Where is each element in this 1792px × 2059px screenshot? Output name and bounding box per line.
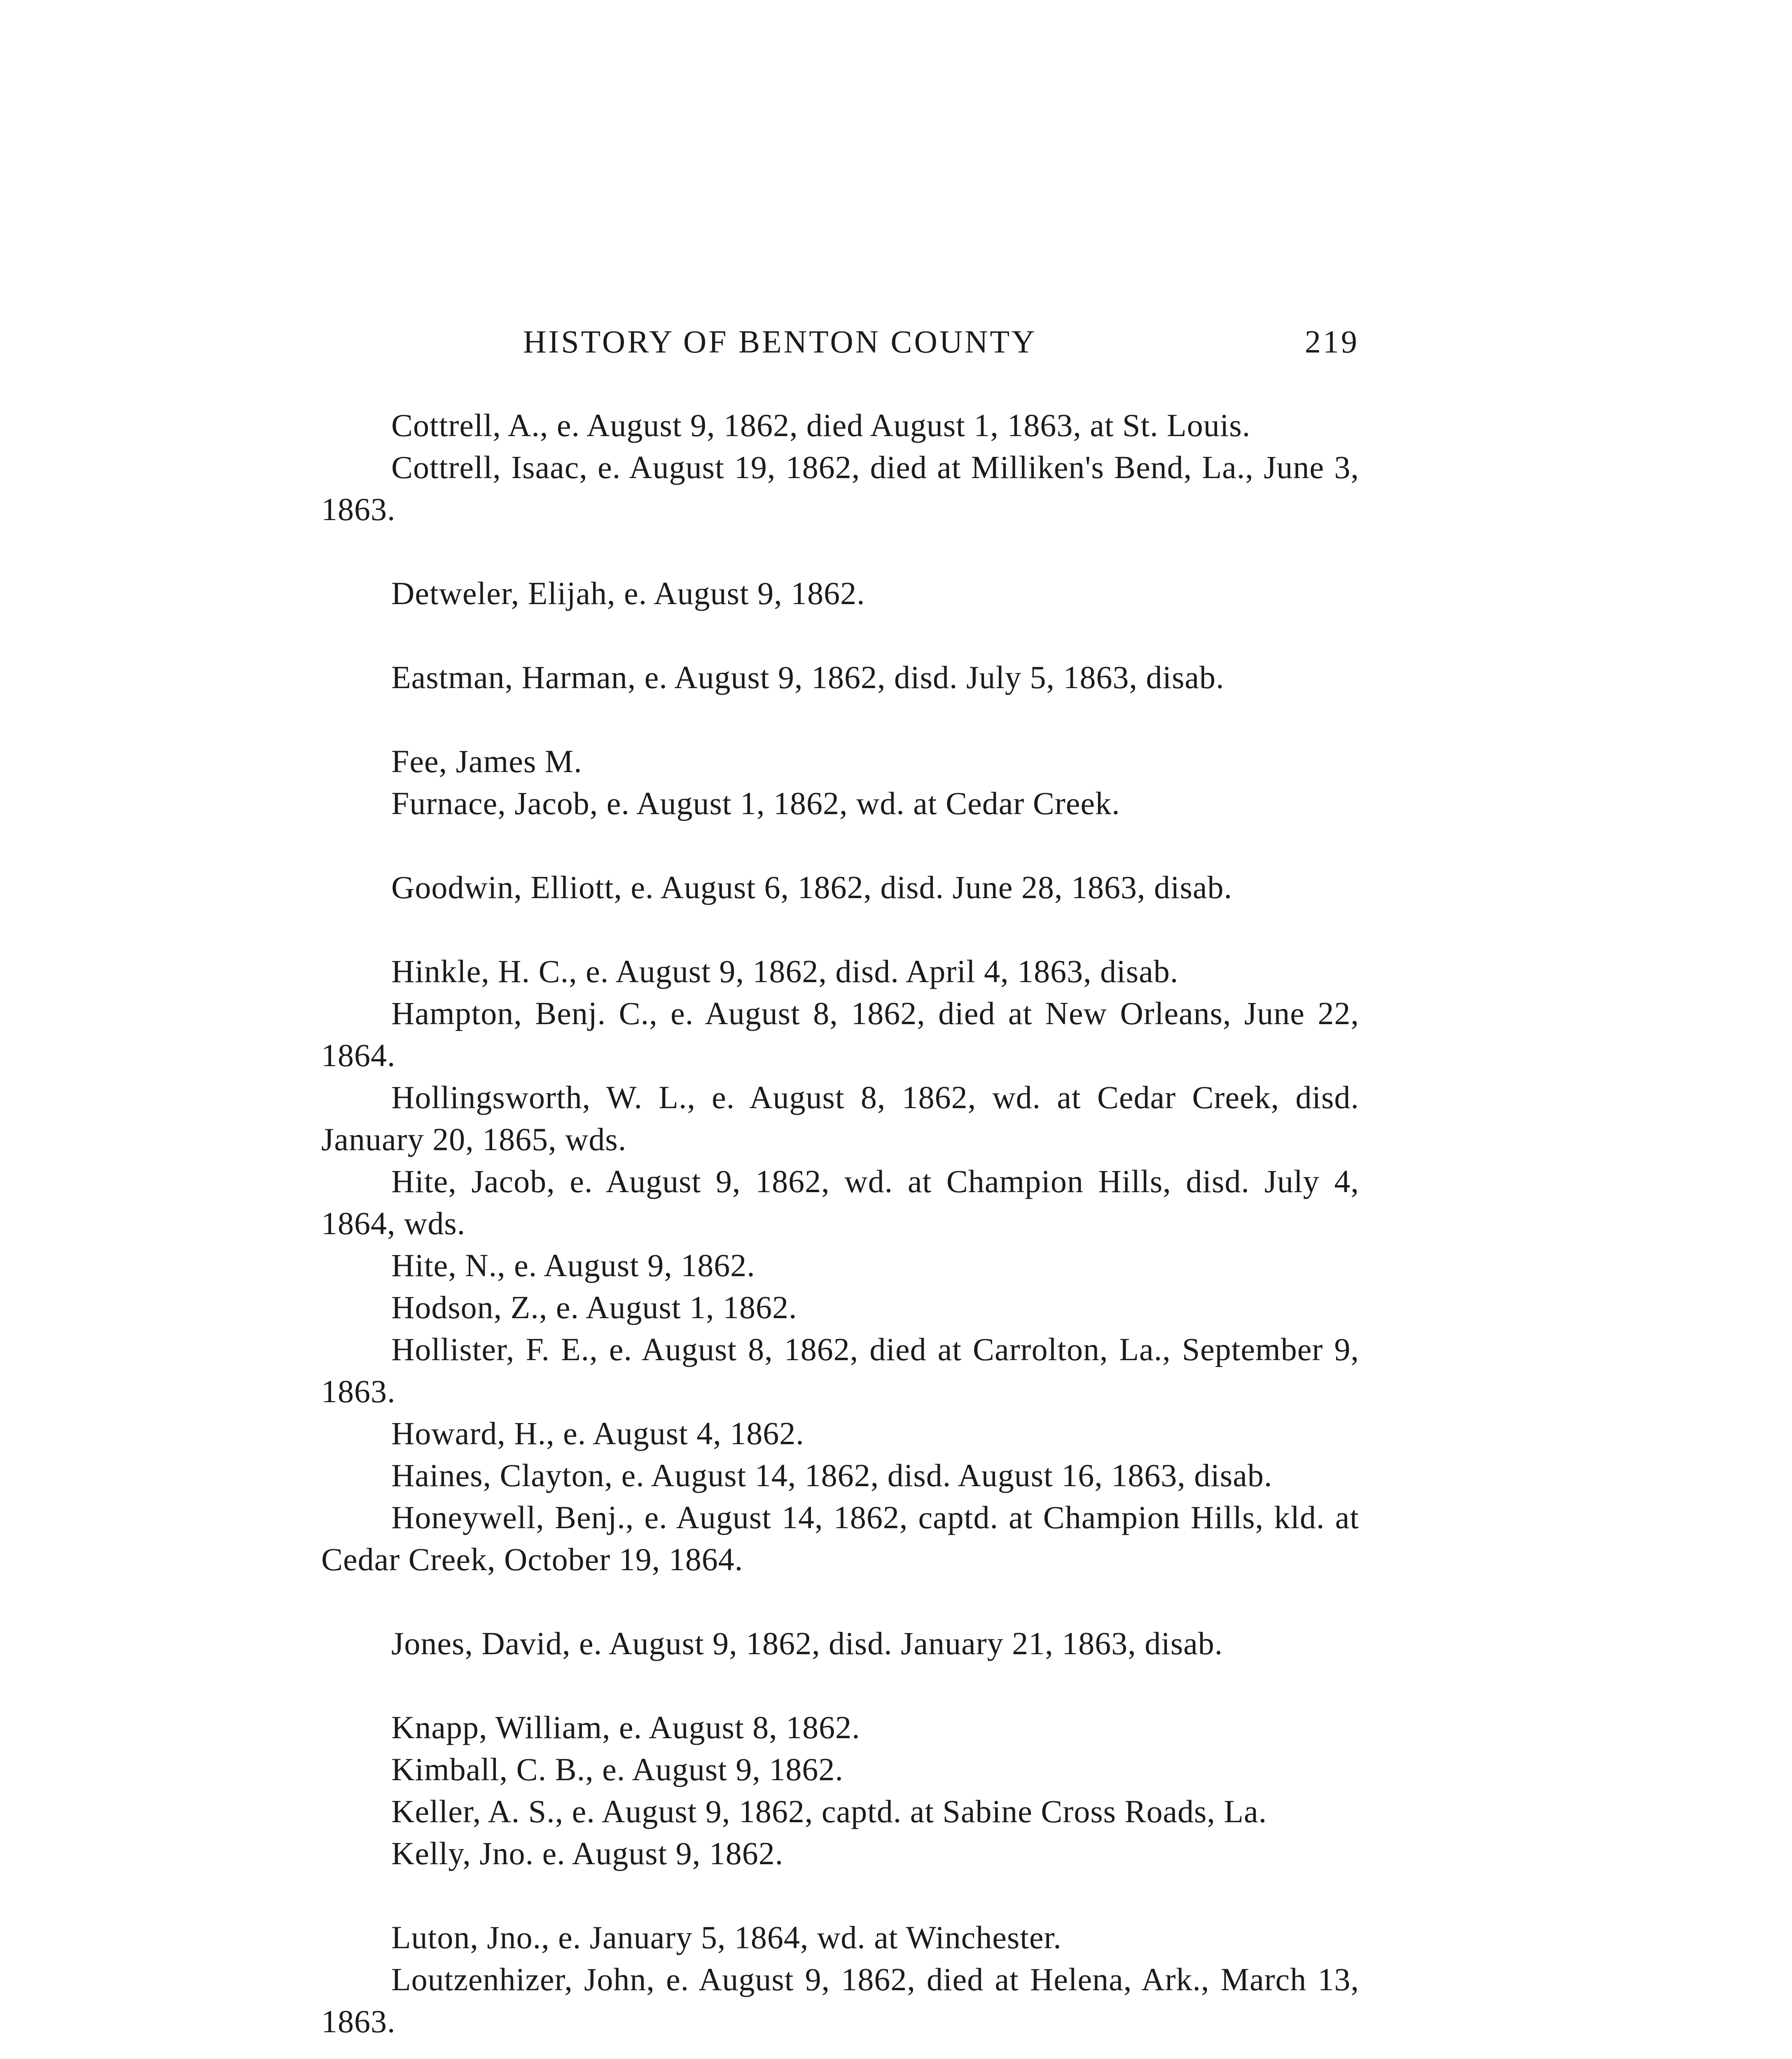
roster-entry: Hinkle, H. C., e. August 9, 1862, disd. April 4, 1863, disab. [391,953,1179,989]
letter-group-f [321,740,1359,824]
roster-entry: Goodwin, Elliott, e. August 6, 1862, disd. June 28, 1863, disab. [391,869,1233,905]
roster-entry: Hollingsworth, W. L., e. August 8, 1862, wd. at Cedar Creek, disd. January 20, 1865, wds. [321,1079,1359,1157]
letter-group-k [321,1706,1359,1875]
roster-entry: Loutzenhizer, John, e. August 9, 1862, died at Helena, Ark., March 13, 1863. [321,1961,1359,2039]
roster-entry: Hite, N., e. August 9, 1862. [391,1247,755,1283]
roster-entry: Hite, Jacob, e. August 9, 1862, wd. at Champion Hills, disd. July 4, 1864, wds. [321,1163,1359,1241]
letter-group-l [321,1917,1359,2043]
book-page [321,321,1359,2043]
roster-entry: Haines, Clayton, e. August 14, 1862, disd. August 16, 1863, disab. [391,1457,1273,1493]
roster-entry: Luton, Jno., e. January 5, 1864, wd. at Winchester. [391,1919,1062,1955]
page-number: 219 [1305,324,1359,360]
roster-entry: Honeywell, Benj., e. August 14, 1862, captd. at Champion Hills, kld. at Cedar Creek, October 19, 1864. [321,1499,1359,1577]
roster-entry: Jones, David, e. August 9, 1862, disd. January 21, 1863, disab. [391,1625,1223,1661]
roster-entry: Keller, A. S., e. August 9, 1862, captd. at Sabine Cross Roads, La. [391,1793,1267,1829]
running-title: HISTORY OF BENTON COUNTY [523,324,1037,360]
running-head [321,321,1359,362]
letter-group-j [321,1622,1359,1664]
roster-entry: Knapp, William, e. August 8, 1862. [391,1709,860,1745]
letter-group-c [321,404,1359,530]
roster-entry: Fee, James M. [391,743,582,779]
roster-entry: Hodson, Z., e. August 1, 1862. [391,1289,797,1325]
letter-group-d [321,572,1359,614]
roster-entry: Eastman, Harman, e. August 9, 1862, disd. July 5, 1863, disab. [391,659,1224,695]
roster-entry: Kimball, C. B., e. August 9, 1862. [391,1751,843,1787]
roster-entry: Kelly, Jno. e. August 9, 1862. [391,1835,784,1871]
letter-group-g [321,866,1359,908]
roster-entry: Furnace, Jacob, e. August 1, 1862, wd. at Cedar Creek. [391,785,1120,821]
soldier-roster [321,404,1359,2043]
roster-entry: Hampton, Benj. C., e. August 8, 1862, died at New Orleans, June 22, 1864. [321,995,1359,1073]
roster-entry: Cottrell, A., e. August 9, 1862, died August 1, 1863, at St. Louis. [391,407,1251,443]
roster-entry: Hollister, F. E., e. August 8, 1862, died at Carrolton, La., September 9, 1863. [321,1331,1359,1409]
letter-group-e [321,656,1359,698]
roster-entry: Howard, H., e. August 4, 1862. [391,1415,804,1451]
roster-entry: Cottrell, Isaac, e. August 19, 1862, died at Milliken's Bend, La., June 3, 1863. [321,449,1359,527]
letter-group-h [321,950,1359,1580]
roster-entry: Detweler, Elijah, e. August 9, 1862. [391,575,865,611]
